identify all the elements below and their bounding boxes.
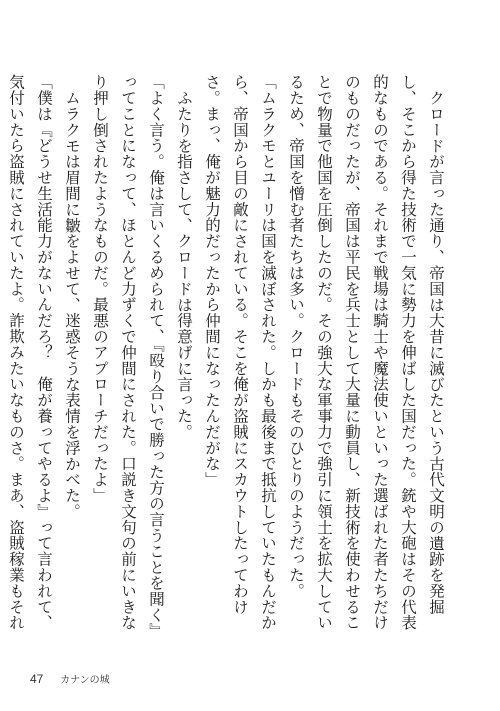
paragraph: クロードが言った通り、帝国は大昔に滅びたという古代文明の遺跡を発掘し、そこから得た技術で一気に勢力を伸ばした国だった。銃や大砲はその代表的なものである。それまで戦場は騎士や魔法使いといった選ばれた者たちだけのものだったが、帝国は平民を兵士として大量に動員し、新技術を使わせることで物量で他国を圧倒したのだ。その強大な軍事力で強引に領土を拡大しているため、帝国を憎む者たちは多い。クロードもそのひとりのようだった。 bbox=[287, 74, 445, 631]
dialogue-paragraph: 「よく言う。俺は言いくるめられて、『殴り合いで勝った方の言うことを聞く』ってことになって、ほとんど力ずくで仲間にされた。口説き文句の前にいきなり押し倒されたようなものだ。最悪のアプローチだったよ」 bbox=[91, 74, 165, 639]
page-footer bbox=[30, 671, 110, 686]
paragraph: ムラクモは眉間に皺をよせて、迷惑そうな表情を浮かべた。 bbox=[63, 89, 81, 519]
paragraph: ふたりを指さして、クロードは得意げに言った。 bbox=[175, 89, 193, 440]
book-title: カナンの城 bbox=[60, 675, 110, 686]
dialogue-paragraph: 「僕は『どうせ生活能力がないんだろ？ 俺が養ってやるよ』って言われて、気付いたら盗賊にされていたよ。詐欺みたいなものさ。まあ、盗賊稼業もそれ bbox=[7, 74, 53, 631]
dialogue-paragraph: 「ムラクモとユーリは国を滅ぼされた。しかも最後まで抵抗していたもんだから、帝国から目の敵にされている。そこを俺が盗賊にスカウトしたってわけさ。まっ、俺が魅力的だったから仲間になったんだがな」 bbox=[203, 74, 277, 631]
body-text bbox=[7, 74, 450, 640]
page-number: 47 bbox=[30, 672, 44, 686]
